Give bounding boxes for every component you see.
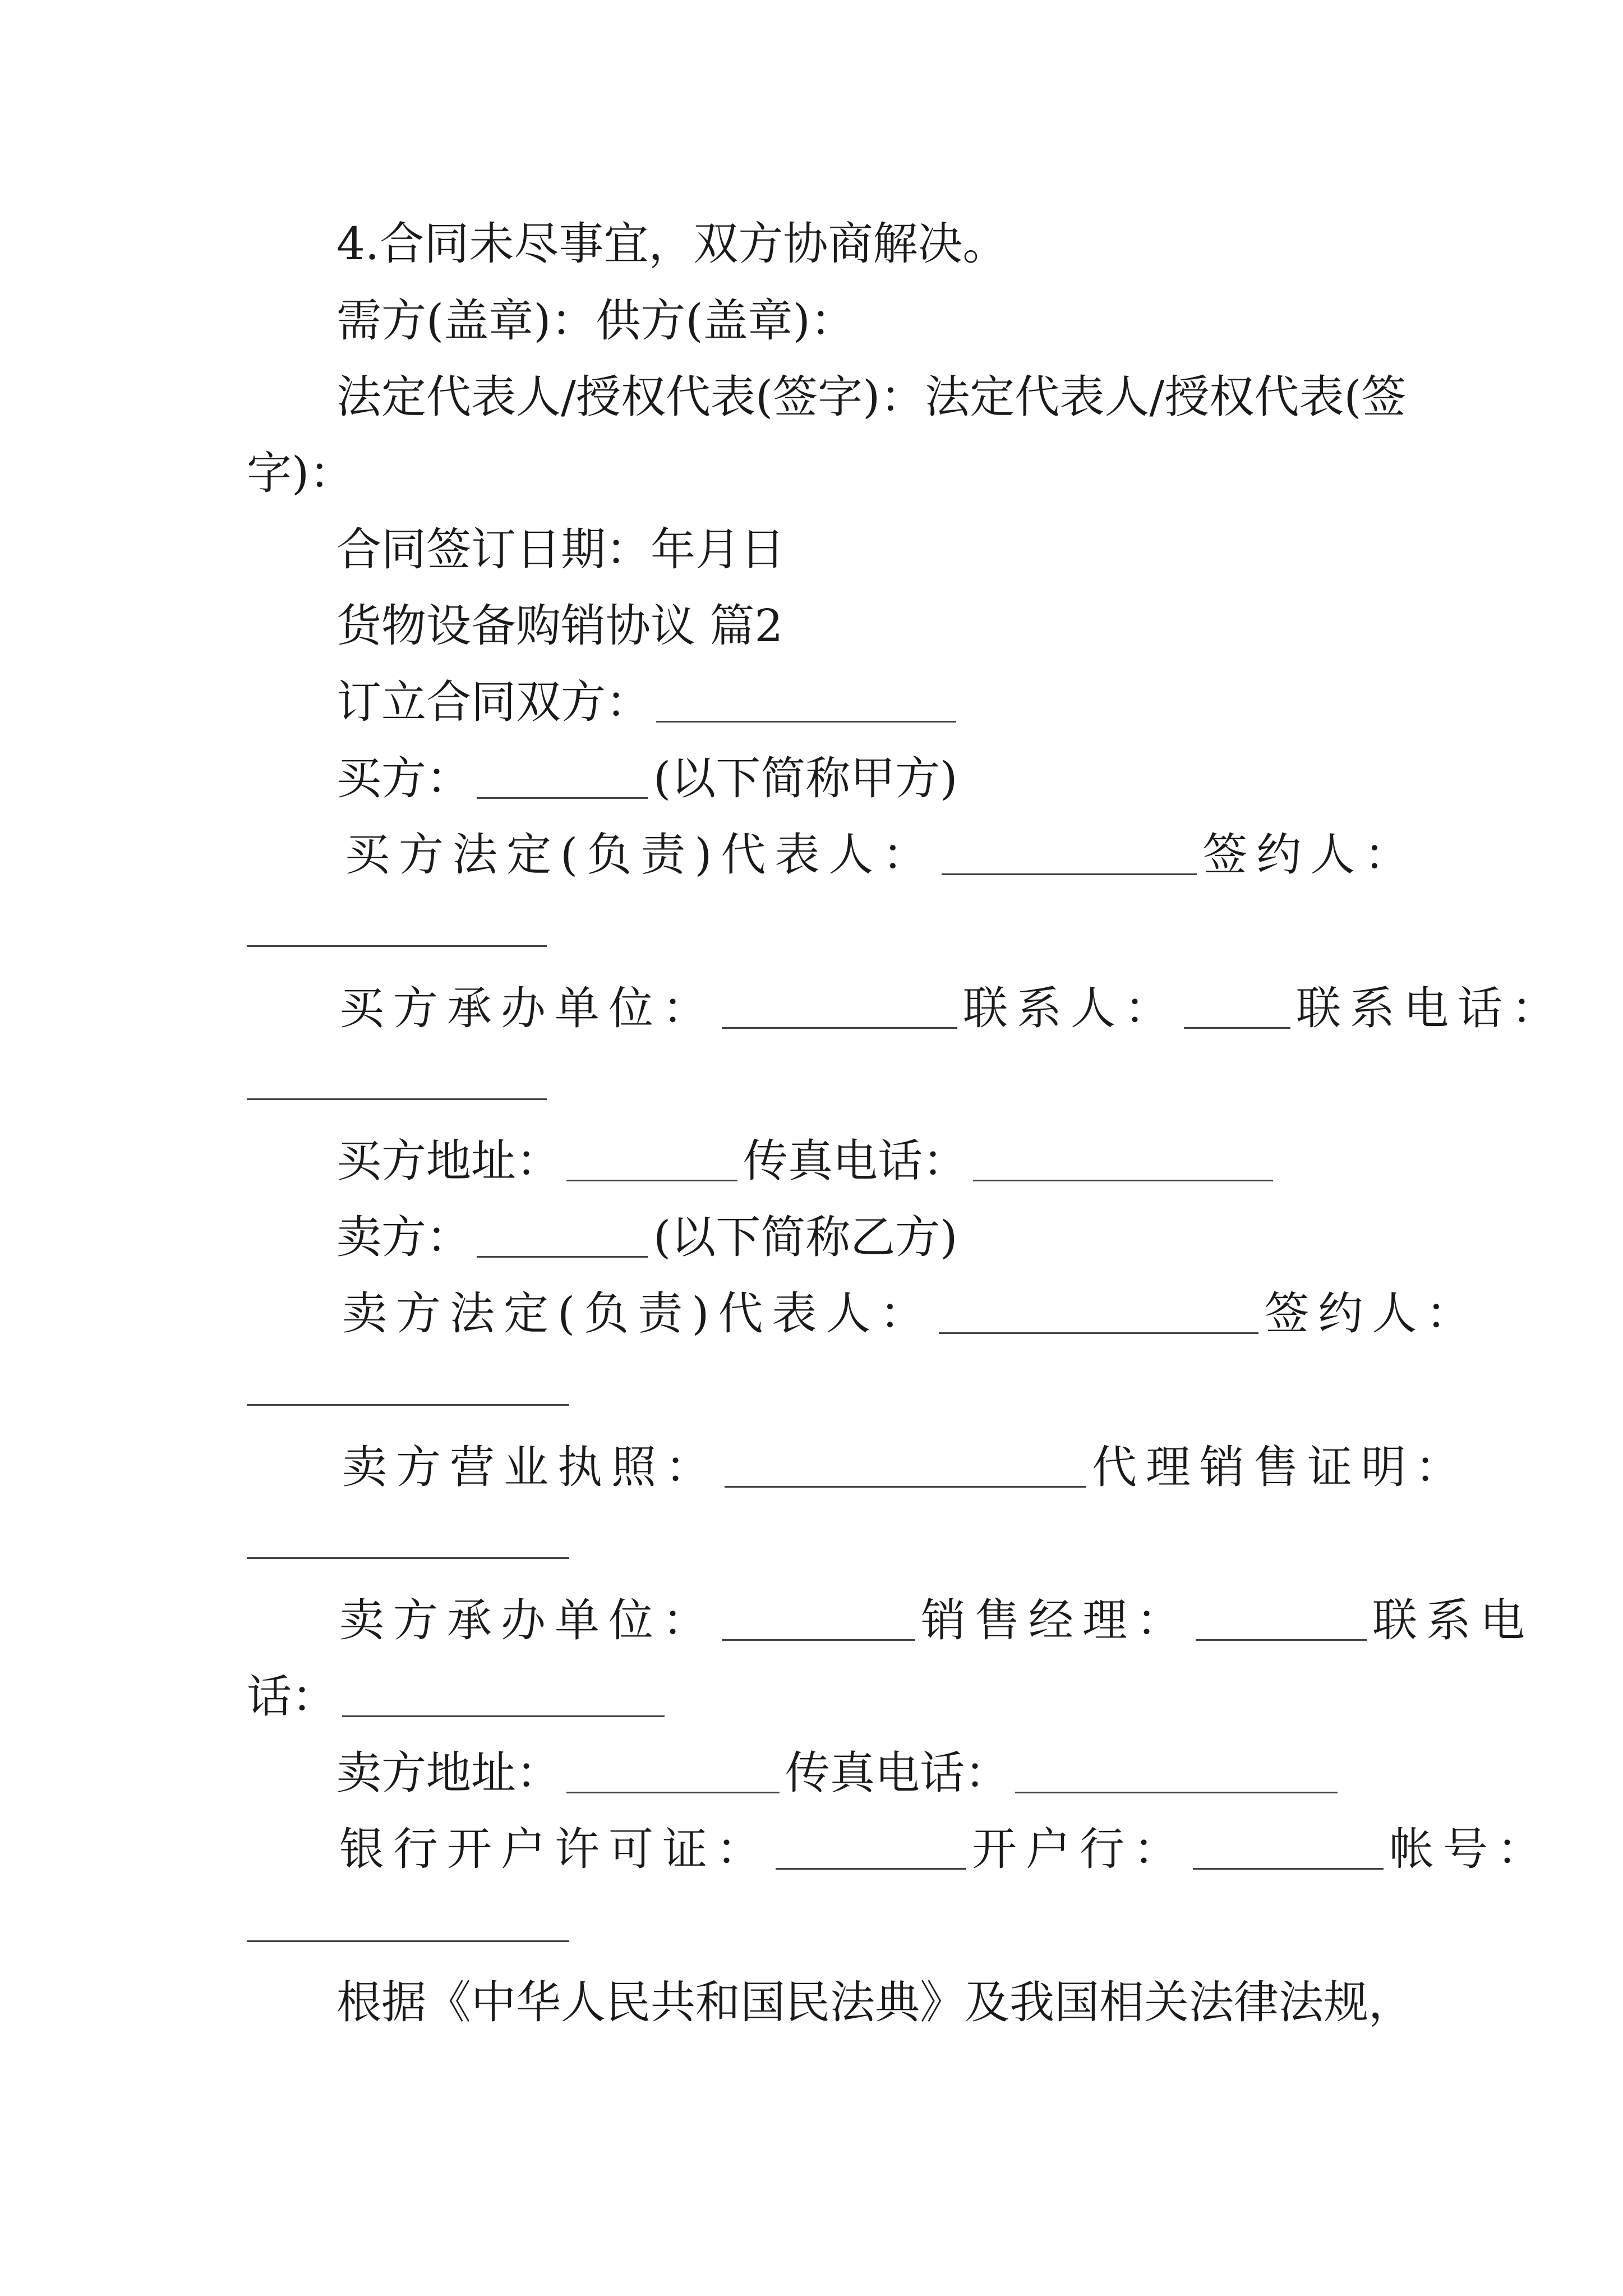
seller-phone-line: 话： [247, 1674, 670, 1719]
signing-date-line: 合同签订日期：年月日 [336, 523, 785, 576]
seller-unit-blank[interactable] [722, 1639, 915, 1641]
buyer-phone-blank[interactable] [247, 1098, 547, 1100]
parties-blank[interactable] [656, 721, 956, 723]
buyer-name-blank[interactable] [477, 797, 648, 799]
seller-address-blank[interactable] [566, 1792, 780, 1793]
buyer-contact-blank[interactable] [1184, 1027, 1290, 1029]
buyer-signer-blank[interactable] [247, 945, 547, 947]
buyer-rep-line: 买方法定(负责)代表人： 签约人： [345, 829, 1418, 881]
signature-line-cont: 字)： [247, 447, 354, 499]
seller-address-line: 卖方地址： 传真电话： [336, 1751, 1343, 1796]
seller-line: 卖方： (以下简称乙方) [336, 1211, 958, 1263]
seller-signer-blank[interactable] [247, 1404, 569, 1406]
seller-manager-blank[interactable] [1196, 1639, 1367, 1641]
seller-license-line: 卖方营业执照： 代理销售证明： [342, 1441, 1469, 1493]
bank-permit-blank[interactable] [776, 1868, 966, 1870]
bank-name-blank[interactable] [1193, 1868, 1384, 1870]
buyer-unit-line: 买方承办单位： 联系人： 联系电话： [339, 982, 1565, 1034]
section-title: 货物设备购销协议 篇2 [336, 600, 783, 652]
seller-name-blank[interactable] [477, 1256, 648, 1258]
buyer-line: 买方： (以下简称甲方) [336, 752, 958, 804]
buyer-fax-blank[interactable] [973, 1180, 1273, 1181]
bank-line: 银行开户许可证： 开户行： 帐号： [339, 1823, 1551, 1875]
seller-fax-blank[interactable] [1015, 1792, 1338, 1793]
clause-4: 4.合同未尽事宜，双方协商解决。 [336, 218, 1008, 270]
seller-rep-line: 卖方法定(负责)代表人： 签约人： [342, 1287, 1480, 1340]
seller-phone-blank[interactable] [342, 1715, 665, 1717]
seller-rep-blank[interactable] [939, 1332, 1258, 1334]
seal-line: 需方(盖章)：供方(盖章)： [336, 295, 855, 347]
account-number-blank[interactable] [247, 1940, 569, 1942]
seller-agency-proof-blank[interactable] [247, 1557, 569, 1559]
buyer-address-blank[interactable] [566, 1180, 737, 1181]
seller-license-blank[interactable] [725, 1486, 1086, 1488]
buyer-address-line: 买方地址： 传真电话： [336, 1139, 1279, 1184]
signature-line: 法定代表人/授权代表(签字)：法定代表人/授权代表(签 [336, 371, 1407, 423]
seller-unit-line: 卖方承办单位： 销售经理： 联系电 [339, 1594, 1534, 1646]
buyer-unit-blank[interactable] [722, 1027, 957, 1029]
buyer-rep-blank[interactable] [942, 873, 1197, 875]
legal-basis-line: 根据《中华人民共和国民法典》及我国相关法律法规， [336, 1976, 1413, 2028]
contract-parties-line: 订立合同双方： [336, 680, 962, 725]
